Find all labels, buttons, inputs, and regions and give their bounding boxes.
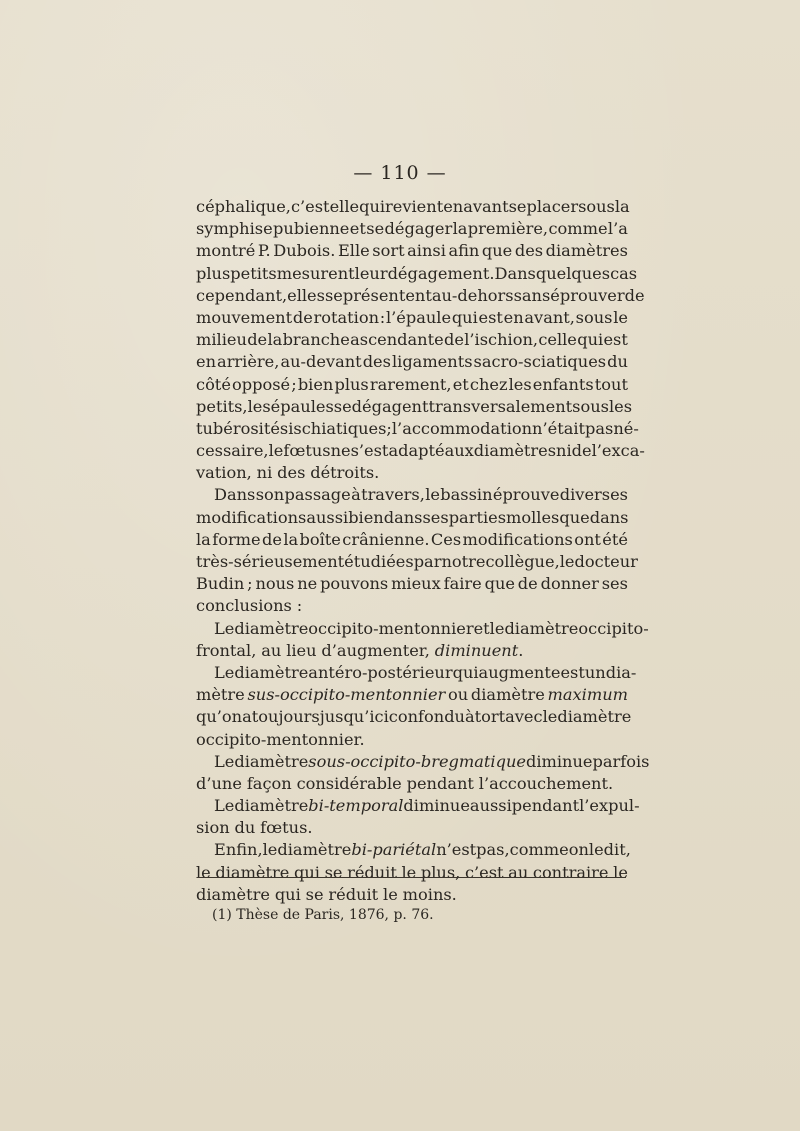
text-line: sion du fœtus. [196, 818, 313, 838]
text-line: frontal, au lieu d’augmenter, diminuent. [196, 640, 524, 660]
text-line: vation, ni des détroits. [196, 463, 380, 483]
body-text [196, 196, 650, 906]
text-line: modifications aussi bien dans ses parties molles que dans [196, 507, 629, 527]
text-line: Le diamètre sous-occipito-bregmatique diminue parfois [214, 751, 650, 771]
text-line: Le diamètre bi-temporal diminue aussi pendant l’expul- [214, 796, 640, 816]
footnote: (1) Thèse de Paris, 1876, p. 76. [212, 907, 434, 923]
footnote-divider [198, 877, 626, 878]
text-line: montré P. Dubois. Elle sort ainsi afin que des diamètres [196, 241, 628, 261]
text-line: cessaire, le fœtus ne s’est adapté aux diamètres ni de l’exca- [196, 441, 645, 461]
text-line: milieu de la branche ascendante de l’ischion, celle qui est [196, 330, 628, 350]
text-line: qu’on a toujours jusqu’ici confondu à tort avec le diamètre [196, 707, 632, 727]
text-line: en arrière, au-devant des ligaments sacro-sciatiques du [196, 352, 628, 372]
text-line: Enfin, le diamètre bi-pariétal n’est pas, comme on le dit, [214, 840, 631, 860]
text-line: céphalique, c’est elle qui revient en avant se placer sous la [196, 197, 630, 216]
text-line: symphise pubienne et se dégager la première, comme l’a [196, 219, 628, 239]
text-line: côté opposé ; bien plus rarement, et chez les enfants tout [196, 374, 628, 394]
text-line: diamètre qui se réduit le moins. [196, 884, 457, 904]
text-line: plus petits mesurent leur dégagement. Dans quelques cas [196, 263, 638, 283]
text-line: d’une façon considérable pendant l’accouchement. [196, 773, 614, 793]
text-line: le diamètre qui se réduit le plus, c’est au contraire le [196, 862, 628, 882]
text-line: Budin ; nous ne pouvons mieux faire que de donner ses [196, 574, 628, 594]
text-line: petits, les épaules se dégagent transversalement sous les [196, 396, 633, 416]
page-number: — 110 — [353, 162, 447, 184]
text-line: Le diamètre occipito-mentonnier et le diamètre occipito- [214, 618, 649, 638]
text-line: Dans son passage à travers, le bassin éprouve diverses [214, 485, 628, 505]
text-line: occipito-mentonnier. [196, 729, 365, 749]
text-line: mouvement de rotation : l’épaule qui est en avant, sous le [196, 307, 628, 327]
text-line: Le diamètre antéro-postérieur qui augmente est un dia- [214, 662, 637, 682]
text-line: mètre sus-occipito-mentonnier ou diamètre maximum [196, 685, 628, 705]
text-line: cependant, elles se présentent au-dehors sans éprouver de [196, 285, 645, 305]
text-line: la forme de la boîte crânienne. Ces modifications ont été [196, 529, 628, 549]
text-line: conclusions : [196, 596, 303, 616]
text-line: tubérosités ischiatiques ; l’accommodation n’était pas né- [196, 418, 639, 438]
text-line: très-sérieusement étudiées par notre collègue, le docteur [196, 552, 638, 571]
